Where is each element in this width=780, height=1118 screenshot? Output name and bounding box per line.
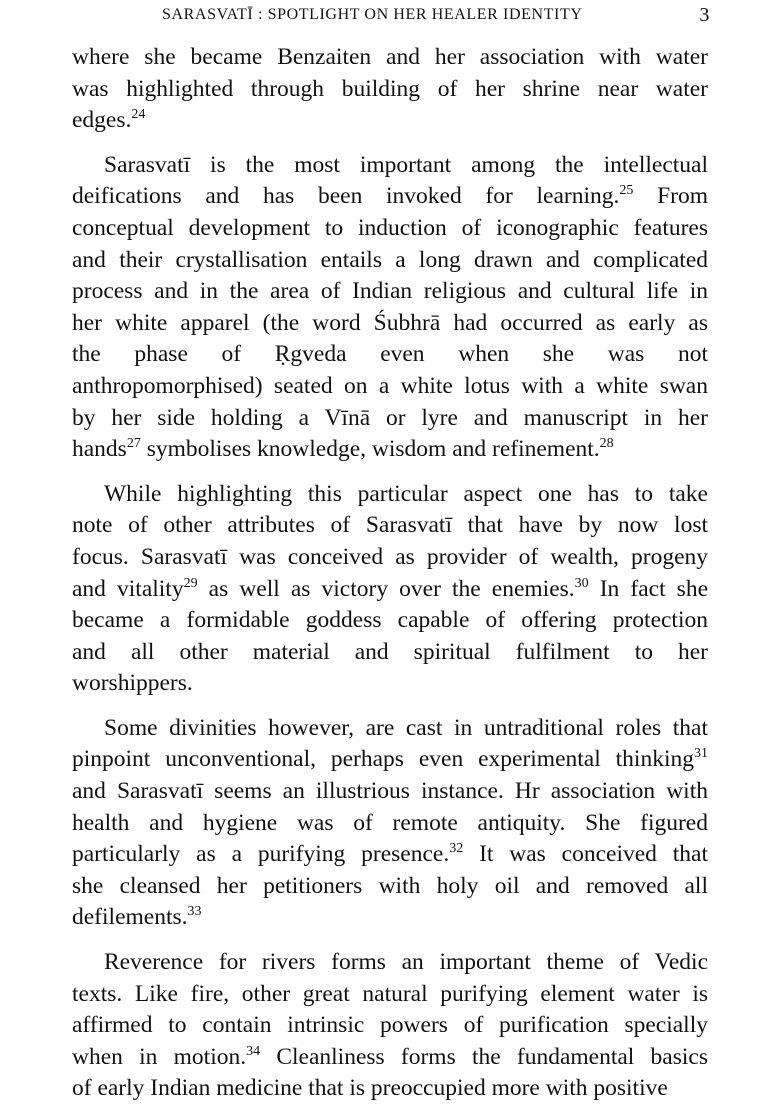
text-line: affirmed to contain intrinsic powers of purification specially: [72, 1012, 708, 1039]
text-line: texts. Like fire, other great natural purifying element water is: [72, 980, 708, 1007]
text-line: deifications and has been invoked for learning.$^{25}$ From: [72, 183, 708, 210]
body-text: [72, 42, 708, 1118]
paragraph: [72, 479, 708, 700]
paragraph: [72, 713, 708, 934]
text-line: Some divinities however, are cast in untraditional roles that: [104, 714, 708, 741]
text-line: and vitality$^{29}$ as well as victory over the enemies.$^{30}$ In fact she: [72, 575, 709, 602]
footnote-ref: 32: [449, 841, 464, 857]
text-line: and all other material and spiritual fulfilment to her: [72, 638, 708, 665]
text-line: conceptual development to induction of iconographic features: [72, 214, 708, 241]
text-line: Sarasvatī is the most important among the intellectual: [104, 151, 708, 178]
footnote-ref: 30: [574, 575, 589, 591]
paragraph: [72, 947, 708, 1105]
running-title: SARASVATĪ : SPOTLIGHT ON HER HEALER IDENTITY: [162, 6, 583, 23]
text-line: health and hygiene was of remote antiquity. She figured: [72, 809, 708, 836]
footnote-ref: 28: [599, 436, 614, 452]
text-line: the phase of Ṛgveda even when she was not: [72, 341, 708, 368]
text-line: was highlighted through building of her shrine near water: [72, 75, 708, 102]
text-line: particularly as a purifying presence.$^{32}$ It was conceived that: [72, 841, 709, 868]
text-line: where she became Benzaiten and her association with water: [72, 44, 708, 70]
text-line: and Sarasvatī seems an illustrious instance. Hr association with: [72, 778, 708, 805]
paragraph: [72, 150, 708, 466]
footnote-ref: 29: [183, 575, 198, 591]
page-number: 3: [699, 4, 710, 26]
text-line: worshippers.: [72, 670, 193, 697]
text-line: focus. Sarasvatī was conceived as provider of wealth, progeny: [72, 543, 708, 570]
text-line: While highlighting this particular aspect one has to take: [104, 480, 708, 507]
footnote-ref: 25: [619, 183, 634, 199]
text-line: process and in the area of Indian religious and cultural life in: [72, 278, 708, 305]
text-line: she cleansed her petitioners with holy oil and removed all: [72, 872, 708, 899]
text-line: hands$^{27}$ symbolises knowledge, wisdom and refinement.$^{28}$: [72, 436, 614, 463]
text-line: became a formidable goddess capable of offering protection: [72, 607, 708, 634]
text-line: of early Indian medicine that is preoccupied more with positive: [72, 1075, 668, 1102]
text-line: Reverence for rivers forms an important theme of Vedic: [104, 949, 708, 976]
paragraph: [72, 42, 708, 137]
text-line: pinpoint unconventional, perhaps even experimental thinking$^{31}$: [72, 746, 708, 773]
running-head: [72, 6, 710, 28]
text-line: note of other attributes of Sarasvatī that have by now lost: [72, 512, 708, 539]
footnote-ref: 31: [694, 746, 708, 762]
text-line: her white apparel (the word Śubhrā had occurred as early as: [72, 309, 708, 336]
text-line: and their crystallisation entails a long drawn and complicated: [72, 246, 708, 273]
text-line: when in motion.$^{34}$ Cleanliness forms the fundamental basics: [72, 1043, 708, 1070]
footnote-ref: 33: [187, 904, 202, 920]
footnote-ref: 27: [126, 436, 141, 452]
text-line: by her side holding a Vīnā or lyre and manuscript in her: [72, 404, 708, 431]
footnote-ref: 24: [131, 107, 146, 123]
text-line: defilements.$^{33}$: [72, 904, 202, 931]
footnote-ref: 34: [246, 1043, 261, 1059]
text-line: anthropomorphised) seated on a white lotus with a white swan: [72, 372, 708, 399]
text-line: edges.$^{24}$: [72, 107, 146, 134]
